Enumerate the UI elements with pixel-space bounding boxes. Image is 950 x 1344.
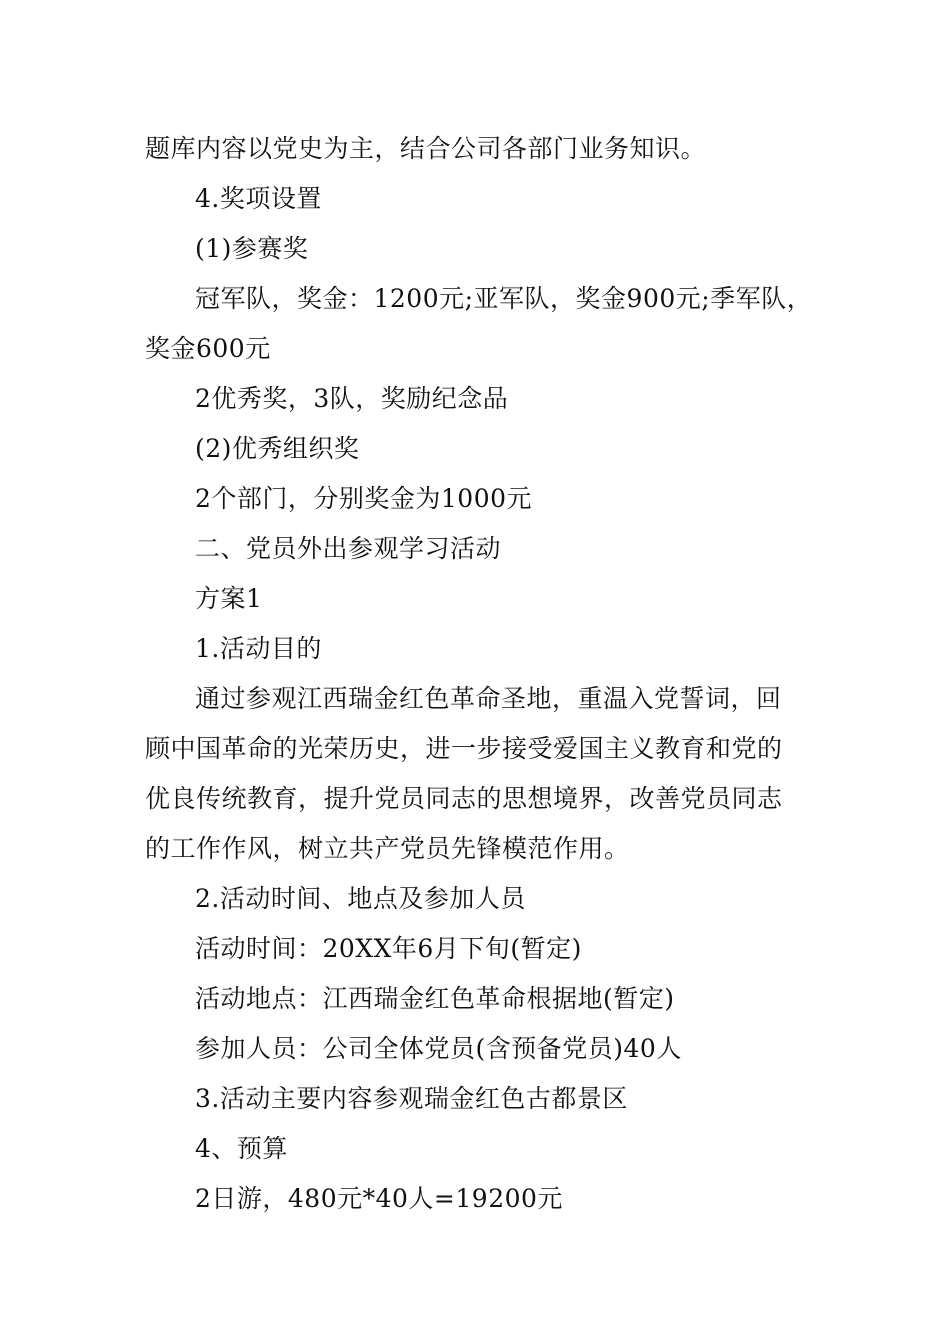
paragraph-excellence-award: 2优秀奖，3队，奖励纪念品 <box>195 384 509 413</box>
paragraph-prize-money-line1: 冠军队，奖金：1200元;亚军队，奖金900元;季军队， <box>195 284 813 313</box>
heading-time-place-people: 2.活动时间、地点及参加人员 <box>195 884 526 913</box>
heading-organization-award: (2)优秀组织奖 <box>195 434 360 463</box>
heading-award-settings: 4.奖项设置 <box>195 184 322 213</box>
paragraph-question-bank: 题库内容以党史为主，结合公司各部门业务知识。 <box>145 134 707 163</box>
paragraph-activity-location: 活动地点：江西瑞金红色革命根据地(暂定) <box>195 984 675 1013</box>
heading-participation-award: (1)参赛奖 <box>195 234 309 263</box>
paragraph-purpose-line4: 的工作作风，树立共产党员先锋模范作用。 <box>145 834 630 863</box>
paragraph-budget-detail: 2日游，480元*40人=19200元 <box>195 1184 563 1213</box>
paragraph-activity-time: 活动时间：20XX年6月下旬(暂定) <box>195 934 582 963</box>
paragraph-participants: 参加人员：公司全体党员(含预备党员)40人 <box>195 1034 682 1063</box>
paragraph-prize-money-line2: 奖金600元 <box>145 334 271 363</box>
paragraph-purpose-line3: 优良传统教育，提升党员同志的思想境界，改善党员同志 <box>145 784 783 813</box>
paragraph-purpose-line1: 通过参观江西瑞金红色革命圣地，重温入党誓词，回 <box>195 684 782 713</box>
heading-plan-one: 方案1 <box>195 584 263 613</box>
paragraph-purpose-line2: 顾中国革命的光荣历史，进一步接受爱国主义教育和党的 <box>145 734 783 763</box>
heading-section-two: 二、党员外出参观学习活动 <box>195 534 502 563</box>
heading-main-content: 3.活动主要内容参观瑞金红色古都景区 <box>195 1084 628 1113</box>
heading-budget: 4、预算 <box>195 1134 288 1163</box>
paragraph-organization-prize: 2个部门，分别奖金为1000元 <box>195 484 533 513</box>
heading-activity-purpose: 1.活动目的 <box>195 634 322 663</box>
